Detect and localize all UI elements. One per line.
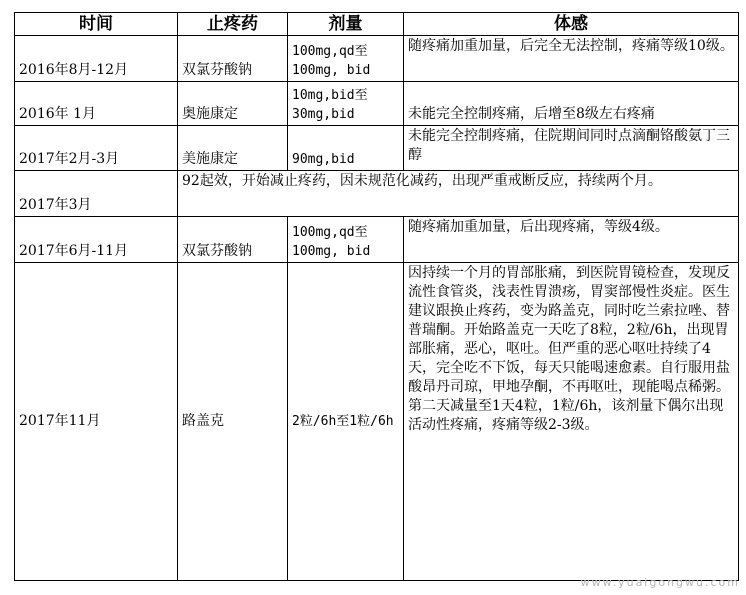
cell-time: 2017年3月: [15, 171, 178, 217]
cell-dose: 90mg,bid: [288, 126, 404, 171]
table-row: [15, 126, 739, 171]
table-row: [15, 217, 739, 263]
cell-drug: 奥施康定: [178, 82, 288, 126]
cell-feel: 随疼痛加重加量，后出现疼痛，等级4级。: [404, 217, 739, 263]
cell-feel: [404, 263, 739, 581]
feel-paragraph: 因持续一个月的胃部胀痛，到医院胃镜检查，发现反流性食管炎，浅表性胃溃疡，胃窦部慢性炎症。医生建议跟换止疼药，变为路盖克，同时吃兰索拉唑、替普瑞酮。开始路盖克一天吃了8粒，2粒/6h，出现胃部胀痛，恶心，呕吐。但严重的恶心呕吐持续了4天，完全吃不下饭，每天只能喝速愈素。自行服用盐酸昂丹司琼，甲地孕酮，不再呕吐，现能喝点稀粥。: [408, 265, 730, 395]
cell-dose: 2粒/6h至1粒/6h: [288, 263, 404, 581]
cell-dose: 100mg,qd至100mg, bid: [288, 217, 404, 263]
header-time: 时间: [15, 13, 178, 36]
cell-dose: 10mg,bid至30mg,bid: [288, 82, 404, 126]
cell-drug: 双氯芬酸钠: [178, 217, 288, 263]
cell-feel: 未能完全控制疼痛，后增至8级左右疼痛: [404, 82, 739, 126]
cell-drug: 美施康定: [178, 126, 288, 171]
cell-time: 2017年2月-3月: [15, 126, 178, 171]
table-row: [15, 171, 739, 217]
cell-time: 2016年 1月: [15, 82, 178, 126]
cell-time: 2017年6月-11月: [15, 217, 178, 263]
cell-drug: 路盖克: [178, 263, 288, 581]
table-row: [15, 82, 739, 126]
table-row: [15, 36, 739, 82]
medication-table: [14, 12, 739, 581]
cell-dose: 100mg,qd至100mg, bid: [288, 36, 404, 82]
cell-time: 2017年11月: [15, 263, 178, 581]
feel-paragraph: 第二天减量至1天4粒，1粒/6h，该剂量下偶尔出现活动性疼痛，疼痛等级2-3级。: [408, 398, 724, 433]
cell-feel: 随疼痛加重加量，后完全无法控制，疼痛等级10级。: [404, 36, 739, 82]
table-row: [15, 263, 739, 581]
header-feel: 体感: [404, 13, 739, 36]
cell-merged-note: 92起效，开始减止疼药，因未规范化减药，出现严重戒断反应，持续两个月。: [178, 171, 739, 217]
cell-drug: 双氯芬酸钠: [178, 36, 288, 82]
header-dose: 剂量: [288, 13, 404, 36]
cell-feel: 未能完全控制疼痛，住院期间同时点滴酮铬酸氨丁三醇: [404, 126, 739, 171]
watermark: www.yuaigongwu.com: [580, 576, 740, 589]
cell-time: 2016年8月-12月: [15, 36, 178, 82]
header-drug: 止疼药: [178, 13, 288, 36]
header-row: [15, 13, 739, 36]
